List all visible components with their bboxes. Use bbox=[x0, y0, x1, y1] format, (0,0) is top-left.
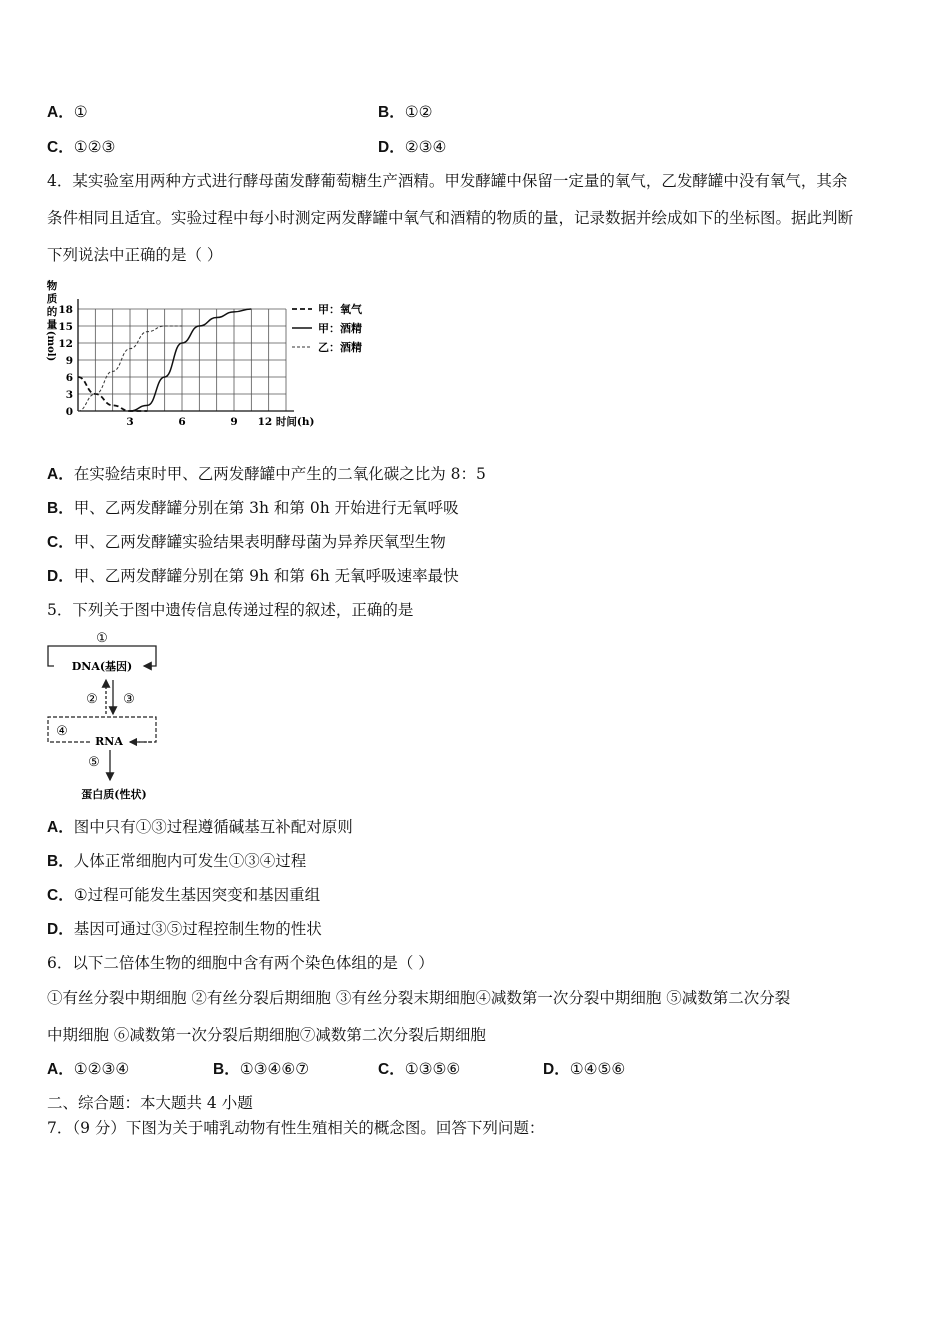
svg-text:质: 质 bbox=[46, 293, 58, 305]
q4-option-c: C．甲、乙两发酵罐实验结果表明酵母菌为异养厌氧型生物 bbox=[47, 533, 446, 551]
dna-node: DNA(基因) bbox=[71, 660, 133, 673]
label-2: ② bbox=[86, 692, 98, 707]
q6-option-a: A．①②③④ bbox=[47, 1060, 130, 1078]
q3-option-a: A．① bbox=[47, 103, 88, 121]
y-tick-label: 18 bbox=[58, 304, 73, 316]
x-tick-label: 9 bbox=[230, 416, 238, 428]
q4-stem-line-1: 4．某实验室用两种方式进行酵母菌发酵葡萄糖生产酒精。甲发酵罐中保留一定量的氧气，乙发酵罐中没有氧气，其余 bbox=[47, 172, 848, 190]
y-tick-label: 3 bbox=[65, 389, 73, 401]
q7-stem: 7．（9 分）下图为关于哺乳动物有性生殖相关的概念图。回答下列问题： bbox=[47, 1119, 545, 1137]
q3-option-b: B．①② bbox=[378, 103, 433, 121]
q6-items-line-2: 中期细胞 ⑥减数第一次分裂后期细胞⑦减数第二次分裂后期细胞 bbox=[47, 1026, 486, 1044]
y-tick-label: 0 bbox=[65, 406, 73, 418]
q4-chart bbox=[40, 272, 380, 436]
legend-label-3: 乙：酒精 bbox=[318, 341, 362, 354]
q3-option-c: C．①②③ bbox=[47, 138, 116, 156]
q5-option-c: C．①过程可能发生基因突变和基因重组 bbox=[47, 886, 321, 904]
label-3: ③ bbox=[123, 692, 135, 707]
q5-stem: 5．下列关于图中遗传信息传递过程的叙述，正确的是 bbox=[47, 601, 414, 619]
y-tick-label: 15 bbox=[58, 321, 73, 333]
q4-stem-line-3: 下列说法中正确的是（ ） bbox=[47, 246, 223, 264]
protein-node: 蛋白质(性状) bbox=[81, 788, 147, 801]
q6-stem: 6．以下二倍体生物的细胞中含有两个染色体组的是（ ） bbox=[47, 954, 434, 972]
y-tick-label: 12 bbox=[58, 338, 73, 350]
q6-option-d: D．①④⑤⑥ bbox=[543, 1060, 626, 1078]
y-tick-label: 9 bbox=[65, 355, 73, 367]
svg-text:物: 物 bbox=[46, 280, 58, 292]
legend-label-2: 甲：酒精 bbox=[318, 322, 362, 335]
q5-option-b: B．人体正常细胞内可发生①③④过程 bbox=[47, 852, 307, 870]
q3-option-d: D．②③④ bbox=[378, 138, 447, 156]
q5-option-a: A．图中只有①③过程遵循碱基互补配对原则 bbox=[47, 818, 353, 836]
svg-text:(mol): (mol) bbox=[45, 330, 56, 362]
q5-option-d: D．基因可通过③⑤过程控制生物的性状 bbox=[47, 920, 322, 938]
svg-text:的: 的 bbox=[46, 306, 58, 318]
q5-diagram bbox=[44, 628, 174, 810]
q4-option-a: A．在实验结束时甲、乙两发酵罐中产生的二氧化碳之比为 8：5 bbox=[47, 465, 486, 483]
section-2-title: 二、综合题：本大题共 4 小题 bbox=[47, 1094, 253, 1112]
q4-stem-line-2: 条件相同且适宜。实验过程中每小时测定两发酵罐中氧气和酒精的物质的量，记录数据并绘成如下的坐标图。据此判断 bbox=[47, 209, 854, 227]
svg-text:量: 量 bbox=[46, 319, 58, 331]
chart-y-axis-label bbox=[45, 279, 58, 361]
q4-option-b: B．甲、乙两发酵罐分别在第 3h 和第 0h 开始进行无氧呼吸 bbox=[47, 499, 459, 517]
q4-option-d: D．甲、乙两发酵罐分别在第 9h 和第 6h 无氧呼吸速率最快 bbox=[47, 567, 459, 585]
q6-items-line-1: ①有丝分裂中期细胞 ②有丝分裂后期细胞 ③有丝分裂末期细胞④减数第一次分裂中期细胞 ⑤减数第二次分裂 bbox=[47, 989, 791, 1007]
label-1: ① bbox=[96, 631, 108, 646]
q6-option-c: C．①③⑤⑥ bbox=[378, 1060, 461, 1078]
y-tick-label: 6 bbox=[65, 372, 73, 384]
x-tick-label: 12 时间(h) bbox=[257, 416, 315, 428]
rna-node: RNA bbox=[95, 735, 123, 748]
q6-option-b: B．①③④⑥⑦ bbox=[213, 1060, 310, 1078]
label-5: ⑤ bbox=[88, 755, 100, 770]
label-4: ④ bbox=[56, 724, 68, 739]
legend-label-1: 甲：氧气 bbox=[318, 303, 362, 316]
x-tick-label: 6 bbox=[178, 416, 186, 428]
x-tick-label: 3 bbox=[126, 416, 134, 428]
